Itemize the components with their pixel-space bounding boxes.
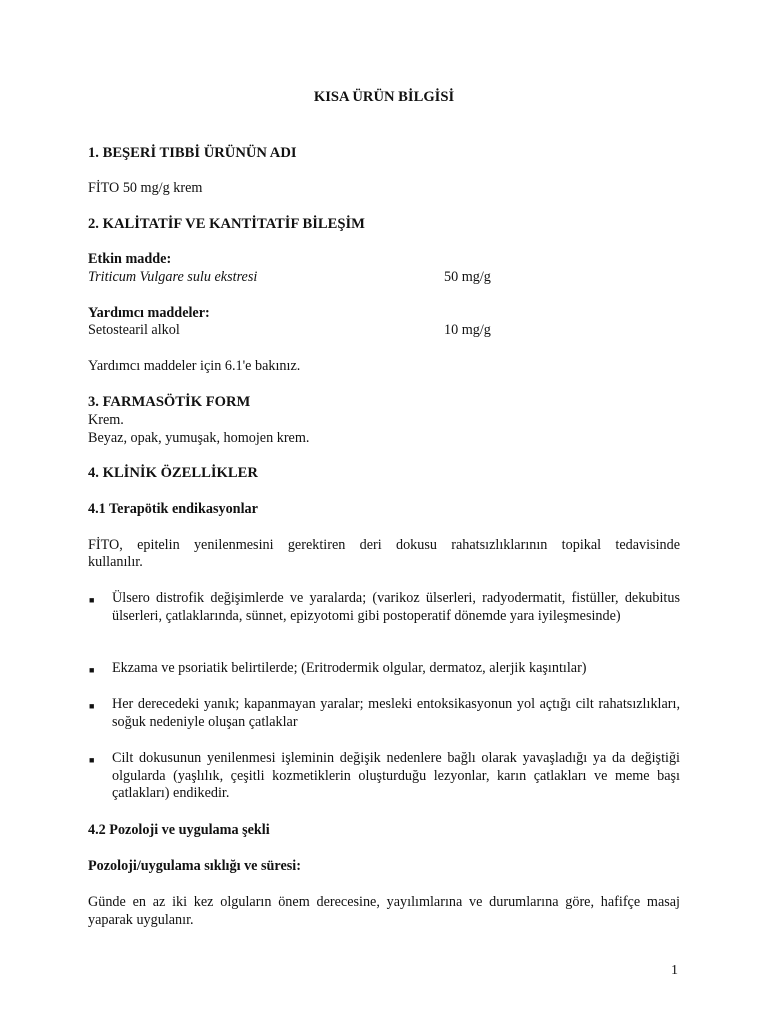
active-ingredient-amount: 50 mg/g bbox=[444, 269, 491, 285]
product-name: FİTO 50 mg/g krem bbox=[88, 180, 203, 196]
section-3-heading: 3. FARMASÖTİK FORM bbox=[88, 394, 251, 410]
page-number: 1 bbox=[671, 963, 678, 978]
posology-label: Pozoloji/uygulama sıklığı ve süresi: bbox=[88, 858, 301, 874]
excipients-label: Yardımcı maddeler: bbox=[88, 305, 210, 321]
indication-bullet-1: Ülsero distrofik değişimlerde ve yaralarda; (varikoz ülserleri, radyodermatit, fistüller, dekubitus ülserleri, çatlaklarında, sünnet, epizyotomi gibi postoperatif dönemde yara iyileşmesinde) bbox=[112, 590, 680, 624]
indication-bullet-3: Her derecedeki yanık; kapanmayan yaralar; mesleki entoksikasyonun yol açtığı cilt rahatsızlıkları, soğuk nedeniyle oluşan çatlaklar bbox=[112, 696, 680, 730]
bullet-icon: ■ bbox=[89, 755, 95, 765]
document-title: KISA ÜRÜN BİLGİSİ bbox=[313, 89, 455, 105]
section-1-heading: 1. BEŞERİ TIBBİ ÜRÜNÜN ADI bbox=[88, 145, 297, 161]
excipient-name: Setostearil alkol bbox=[88, 322, 180, 338]
pharmaceutical-form: Krem. bbox=[88, 412, 124, 428]
excipient-amount: 10 mg/g bbox=[444, 322, 491, 338]
subsection-4-2-heading: 4.2 Pozoloji ve uygulama şekli bbox=[88, 822, 270, 838]
excipient-row bbox=[88, 322, 688, 340]
indications-intro-line-1: FİTO, epitelin yenilenmesini gerektiren deri dokusu rahatsızlıklarının topikal tedavisinde bbox=[88, 537, 680, 553]
section-4-heading: 4. KLİNİK ÖZELLİKLER bbox=[88, 465, 258, 481]
bullet-icon: ■ bbox=[89, 595, 95, 605]
pharmaceutical-form-description: Beyaz, opak, yumuşak, homojen krem. bbox=[88, 430, 310, 446]
excipients-note: Yardımcı maddeler için 6.1'e bakınız. bbox=[88, 358, 301, 374]
active-ingredient-row bbox=[88, 269, 688, 287]
subsection-4-1-heading: 4.1 Terapötik endikasyonlar bbox=[88, 501, 258, 517]
section-2-heading: 2. KALİTATİF VE KANTİTATİF BİLEŞİM bbox=[88, 216, 365, 232]
posology-text: Günde en az iki kez olguların önem derecesine, yayılımlarına ve durumlarına göre, hafifçe masaj yaparak uygulanır. bbox=[88, 894, 680, 928]
indications-intro-line-2: kullanılır. bbox=[88, 554, 143, 570]
bullet-icon: ■ bbox=[89, 701, 95, 711]
active-ingredient-name: Triticum Vulgare sulu ekstresi bbox=[88, 269, 258, 285]
indication-bullet-4: Cilt dokusunun yenilenmesi işleminin değişik nedenlere bağlı olarak yavaşladığı ya da değiştiği olgularda (yaşlılık, çeşitli kozmetiklerin oluşturduğu lezyonlar, karın çatlakları ve meme başı çatlakları) endikedir. bbox=[112, 750, 680, 802]
active-ingredient-label: Etkin madde: bbox=[88, 251, 172, 267]
bullet-icon: ■ bbox=[89, 665, 95, 675]
indication-bullet-2: Ekzama ve psoriatik belirtilerde; (Eritrodermik olgular, dermatoz, alerjik kaşıntılar) bbox=[112, 660, 587, 676]
